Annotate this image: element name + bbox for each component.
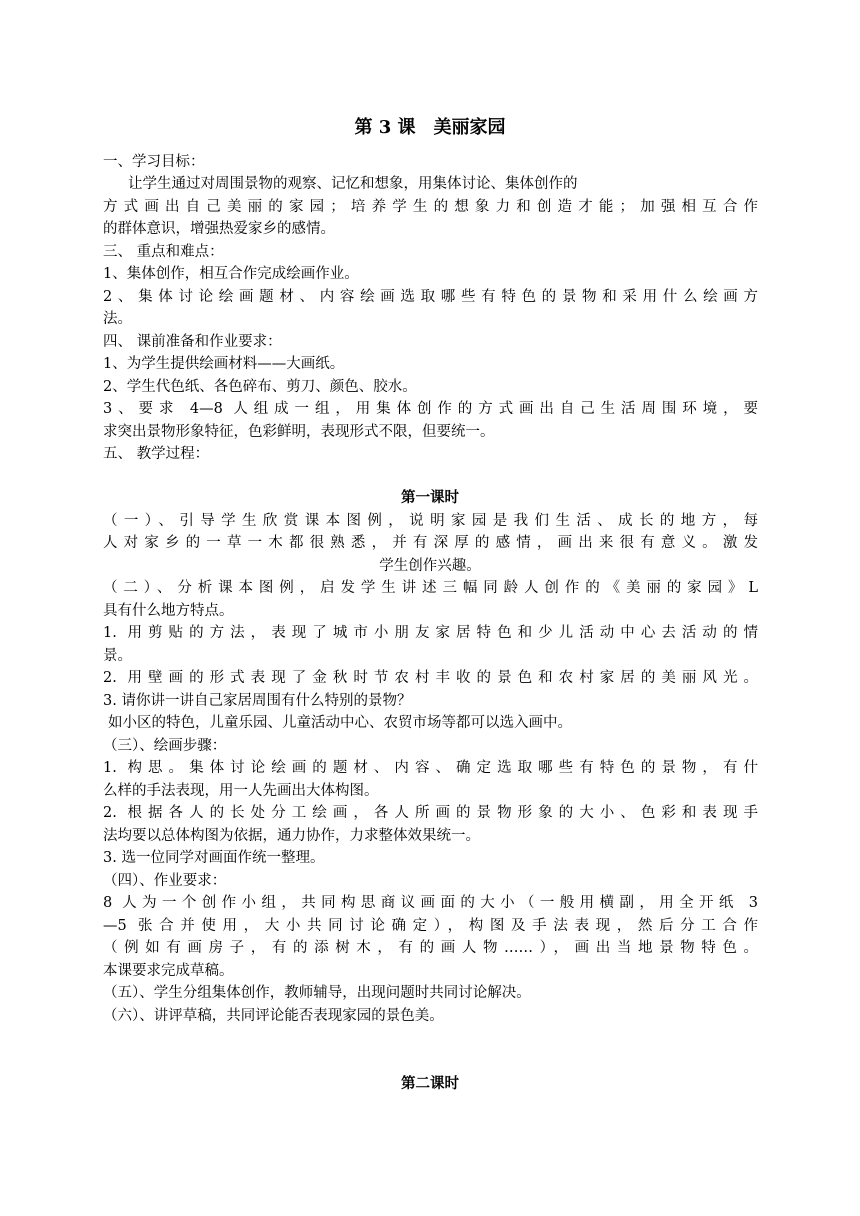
text-line: 四、 课前准备和作业要求： [103,334,282,350]
text-line: 1、为学生提供绘画材料——大画纸。 [103,356,345,372]
text-line: —5 张合并使用，大小共同讨论确定），构图及手法表现，然后分工合作 [103,918,758,934]
text-line: 景。 [103,648,132,664]
text-line: 三、 重点和难点： [103,244,224,260]
text-line: 的群体意识，增强热爱家乡的感情。 [103,221,335,237]
text-line: 8 人为一个创作小组，共同构思商议画面的大小（一般用横副，用全开纸 3 [103,895,758,911]
text-line: 3、要求 4—8 人组成一组，用集体创作的方式画出自己生活周围环境，要 [103,401,758,417]
text-line: （例如有画房子，有的添树木，有的画人物……），画出当地景物特色。 [103,940,758,956]
text-line: 2、学生代色纸、各色碎布、剪刀、颜色、胶水。 [103,379,417,395]
text-line: 具有什么地方特点。 [103,603,234,619]
section-heading: 第一课时 [401,489,459,506]
text-line: 一、学习目标： [103,154,205,170]
text-line: 五、 教学过程： [103,446,210,462]
section-heading: 第二课时 [401,1075,459,1092]
text-line: 么样的手法表现，用一人先画出大体构图。 [103,783,379,799]
text-line: 如小区的特色，儿童乐园、儿童活动中心、农贸市场等都可以选入画中。 [108,715,572,731]
text-line: 学生创作兴趣。 [379,558,481,574]
text-line: 法。 [103,311,132,327]
text-line: （五）、学生分组集体创作，教师辅导，出现问题时共同讨论解决。 [103,985,531,1001]
text-line: 让学生通过对周围景物的观察、记忆和想象，用集体讨论、集体创作的 [128,176,578,192]
lesson-title: 第 3 课 美丽家园 [354,117,506,138]
text-line: 2、集体讨论绘画题材、内容绘画选取哪些有特色的景物和采用什么绘画方 [103,289,758,305]
text-line: 2. 用壁画的形式表现了金秋时节农村丰收的景色和农村家居的美丽风光。 [103,670,758,686]
text-line: 1、集体创作，相互合作完成绘画作业。 [103,266,359,282]
text-line: 3. 选一位同学对画面作统一整理。 [103,850,325,866]
text-line: 1. 用剪贴的方法，表现了城市小朋友家居特色和少儿活动中心去活动的情 [103,625,758,641]
text-line: （六）、讲评草稿，共同评论能否表现家园的景色美。 [103,1008,444,1024]
text-line: 本课要求完成草稿。 [103,963,234,979]
text-line: 方式画出自己美丽的家园；培养学生的想象力和创造才能；加强相互合作 [103,199,758,215]
text-line: （三）、绘画步骤： [103,738,227,754]
text-line: 2. 根据各人的长处分工绘画，各人所画的景物形象的大小、色彩和表现手 [103,805,758,821]
text-line: 法均要以总体构图为依据，通力协作，力求整体效果统一。 [103,828,480,844]
text-line: （一）、引导学生欣赏课本图例，说明家园是我们生活、成长的地方，每 [103,513,758,529]
text-line: 求突出景物形象特征，色彩鲜明，表现形式不限，但要统一。 [103,424,495,440]
text-line: （二）、分析课本图例，启发学生讲述三幅同龄人创作的《美丽的家园》L [103,580,758,596]
text-line: 1. 构思。集体讨论绘画的题材、内容、确定选取哪些有特色的景物，有什 [103,760,758,776]
text-line: （四）、作业要求： [103,873,227,889]
text-line: 人对家乡的一草一木都很熟悉，并有深厚的感情，画出来很有意义。激发 [103,535,758,551]
text-line: 3. 请你讲一讲自己家居周围有什么特别的景物？ [103,693,412,709]
